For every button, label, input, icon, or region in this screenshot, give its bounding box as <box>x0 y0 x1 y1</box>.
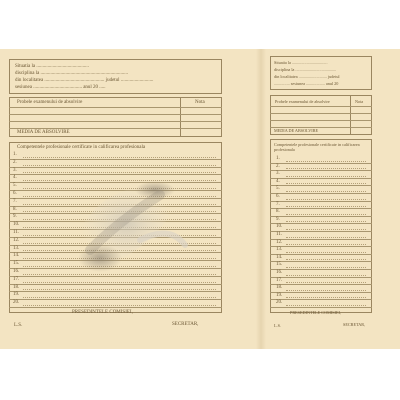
right-competency-row-dots <box>286 214 366 215</box>
left-competency-row-dots <box>23 289 216 290</box>
left-competency-row-line <box>9 237 222 238</box>
left-competency-row-line <box>9 213 222 214</box>
left-competency-row-number: 17. <box>13 276 20 282</box>
right-competency-row-number: 15. <box>276 262 283 268</box>
right-competency-row-dots <box>286 252 366 253</box>
left-competency-row-number: 9. <box>13 214 17 220</box>
right-secretary-label: SECRETAR, <box>343 322 366 327</box>
right-competency-row-number: 11. <box>276 232 283 237</box>
right-competency-row-number: 16. <box>276 270 283 275</box>
left-competency-row-number: 19. <box>13 292 20 298</box>
right-competency-row-line <box>270 284 372 285</box>
left-competency-title: Competentele profesionale certificate in calificarea profesionala <box>17 145 146 150</box>
left-competency-row-number: 20. <box>13 300 20 306</box>
left-competency-row-dots <box>23 211 216 212</box>
right-header-line-1: Situatia la .................................. <box>274 60 328 65</box>
left-competency-row-line <box>9 182 222 183</box>
right-media-label: MEDIA DE ABSOLVIRE <box>274 128 319 133</box>
right-competency-row-line <box>270 307 372 308</box>
right-competency-row-dots <box>286 176 366 177</box>
right-nota-label: Nota <box>355 99 364 104</box>
right-competency-row-number: 8. <box>276 209 280 215</box>
left-president-label: PRESEDINTELE COMISIEI, <box>72 310 133 315</box>
right-competency-row-number: 10. <box>276 224 283 230</box>
left-exam-row-line <box>9 128 222 129</box>
left-competency-row-number: 2. <box>13 159 17 165</box>
left-competency-row-dots <box>23 266 216 267</box>
right-competency-row-number: 12. <box>276 239 283 245</box>
right-competency-box <box>270 139 372 313</box>
left-competency-row-dots <box>23 258 216 259</box>
left-competency-row-line <box>9 245 222 246</box>
right-competency-row-number: 13. <box>276 247 283 253</box>
right-competency-row-number: 3. <box>276 171 280 177</box>
left-competency-row-dots <box>23 157 216 158</box>
right-competency-row-line <box>270 178 372 179</box>
right-competency-row-line <box>270 299 372 300</box>
left-competency-row-line <box>9 206 222 207</box>
left-competency-row-number: 12. <box>13 237 20 243</box>
right-competency-row-line <box>270 193 372 194</box>
left-competency-row-number: 11. <box>13 230 20 235</box>
left-competency-row-number: 4. <box>13 175 17 181</box>
right-competency-row-dots <box>286 267 366 268</box>
left-competency-row-dots <box>23 274 216 275</box>
right-competency-row-number: 17. <box>276 277 283 283</box>
right-competency-row-dots <box>286 282 366 283</box>
left-competency-row-dots <box>23 219 216 220</box>
right-competency-row-number: 6. <box>276 194 280 199</box>
left-competency-row-number: 7. <box>13 198 17 204</box>
left-competency-row-number: 14. <box>13 253 20 259</box>
right-competency-row-line <box>270 269 372 270</box>
right-competency-row-number: 2. <box>276 163 280 169</box>
right-competency-row-dots <box>286 290 366 291</box>
left-competency-row-dots <box>23 235 216 236</box>
left-competency-row-number: 6. <box>13 191 17 196</box>
left-competency-row-dots <box>23 204 216 205</box>
left-competency-row-line <box>9 167 222 168</box>
right-ls-label: L.S. <box>274 323 281 328</box>
right-competency-row-dots <box>286 199 366 200</box>
right-competency-row-line <box>270 216 372 217</box>
right-competency-row-line <box>270 163 372 164</box>
right-competency-row-number: 9. <box>276 216 280 222</box>
left-competency-row-line <box>9 284 222 285</box>
left-header-line-1: Situatia la .......................................... <box>15 64 89 69</box>
right-header-line-4: ............... sesiunea .................. anul 20 <box>274 81 339 86</box>
left-competency-row-number: 8. <box>13 206 17 212</box>
left-competency-row-dots <box>23 250 216 251</box>
right-exam-row-line <box>270 120 372 121</box>
right-competency-row-line <box>270 231 372 232</box>
right-competency-row-line <box>270 277 372 278</box>
right-nota-divider <box>350 95 351 135</box>
left-competency-row-number: 10. <box>13 222 20 228</box>
left-competency-row-dots <box>23 282 216 283</box>
right-competency-row-dots <box>286 275 366 276</box>
left-media-label: MEDIA DE ABSOLVIRE <box>17 130 70 135</box>
right-competency-row-number: 18. <box>276 285 283 291</box>
right-competency-row-dots <box>286 161 366 162</box>
left-header-line-3: din localitatea ................................................ judetul .......................... <box>15 78 154 83</box>
right-competency-row-dots <box>286 237 366 238</box>
left-competency-row-dots <box>23 172 216 173</box>
left-competency-row-line <box>9 190 222 191</box>
left-competency-row-line <box>9 229 222 230</box>
left-nota-label: Nota <box>195 100 205 105</box>
right-competency-row-dots <box>286 229 366 230</box>
left-competency-row-dots <box>23 297 216 298</box>
left-ls-label: L.S. <box>14 323 23 328</box>
left-competency-row-line <box>9 221 222 222</box>
right-competency-row-number: 7. <box>276 201 280 207</box>
right-competency-row-line <box>270 208 372 209</box>
left-competency-row-dots <box>23 196 216 197</box>
right-competency-row-number: 14. <box>276 254 283 260</box>
left-exam-row-line <box>9 121 222 122</box>
left-competency-row-dots <box>23 188 216 189</box>
right-header-line-3: din localitatea ........................... judetul <box>274 74 340 79</box>
left-competency-row-line <box>9 260 222 261</box>
left-competency-row-line <box>9 307 222 308</box>
right-competency-row-number: 5. <box>276 186 280 192</box>
left-nota-divider <box>180 97 181 137</box>
left-exam-row-line <box>9 107 222 108</box>
right-competency-row-dots <box>286 259 366 260</box>
left-competency-row-number: 13. <box>13 245 20 251</box>
right-exam-row-line <box>270 113 372 114</box>
left-competency-row-number: 16. <box>13 269 20 274</box>
left-competency-row-line <box>9 276 222 277</box>
left-competency-row-line <box>9 159 222 160</box>
right-header-line-2: disciplina la ....................................... <box>274 67 337 72</box>
page-fold <box>256 49 266 349</box>
left-competency-row-number: 3. <box>13 167 17 173</box>
left-exams-header: Probele examenului de absolvire <box>17 100 83 105</box>
left-competency-row-line <box>9 291 222 292</box>
left-competency-row-line <box>9 299 222 300</box>
left-competency-row-number: 5. <box>13 183 17 189</box>
right-president-label: PRESEDINTELE COMISIEI, <box>290 310 341 315</box>
right-competency-row-line <box>270 185 372 186</box>
left-competency-row-line <box>9 174 222 175</box>
right-competency-row-number: 19. <box>276 292 283 298</box>
right-competency-row-dots <box>286 206 366 207</box>
right-competency-row-dots <box>286 221 366 222</box>
left-competency-row-dots <box>23 180 216 181</box>
left-competency-row-line <box>9 268 222 269</box>
right-competency-row-dots <box>286 191 366 192</box>
left-competency-row-dots <box>23 165 216 166</box>
right-competency-row-line <box>270 246 372 247</box>
right-competency-row-line <box>270 223 372 224</box>
right-competency-row-dots <box>286 297 366 298</box>
left-competency-row-line <box>9 198 222 199</box>
right-competency-title-2: profesionala <box>274 147 295 152</box>
right-exams-header: Probele examenului de absolvire <box>275 99 330 104</box>
right-competency-row-line <box>270 170 372 171</box>
right-competency-row-dots <box>286 183 366 184</box>
right-competency-row-line <box>270 261 372 262</box>
right-competency-row-line <box>270 201 372 202</box>
left-header-line-4: sesiunea ....................................... anul 20 ..... <box>15 85 106 90</box>
right-competency-row-line <box>270 292 372 293</box>
left-competency-row-number: 18. <box>13 284 20 290</box>
left-exam-row-line <box>9 114 222 115</box>
right-competency-row-number: 20. <box>276 300 283 306</box>
right-competency-row-number: 4. <box>276 178 280 184</box>
left-competency-row-dots <box>23 305 216 306</box>
left-competency-row-number: 15. <box>13 261 20 267</box>
right-competency-row-number: 1. <box>276 156 280 161</box>
right-competency-row-dots <box>286 168 366 169</box>
right-competency-row-line <box>270 254 372 255</box>
right-exam-row-line <box>270 106 372 107</box>
right-competency-row-dots <box>286 244 366 245</box>
left-competency-row-number: 1. <box>13 152 17 157</box>
right-competency-title-1: Competentele profesionale certificate in calificarea <box>274 142 360 147</box>
right-competency-row-dots <box>286 305 366 306</box>
left-secretary-label: SECRETAR, <box>172 322 199 327</box>
left-competency-row-line <box>9 252 222 253</box>
left-competency-row-dots <box>23 243 216 244</box>
left-header-line-2: disciplina la ...................................................................... <box>15 71 129 76</box>
left-competency-row-dots <box>23 227 216 228</box>
right-competency-row-line <box>270 239 372 240</box>
